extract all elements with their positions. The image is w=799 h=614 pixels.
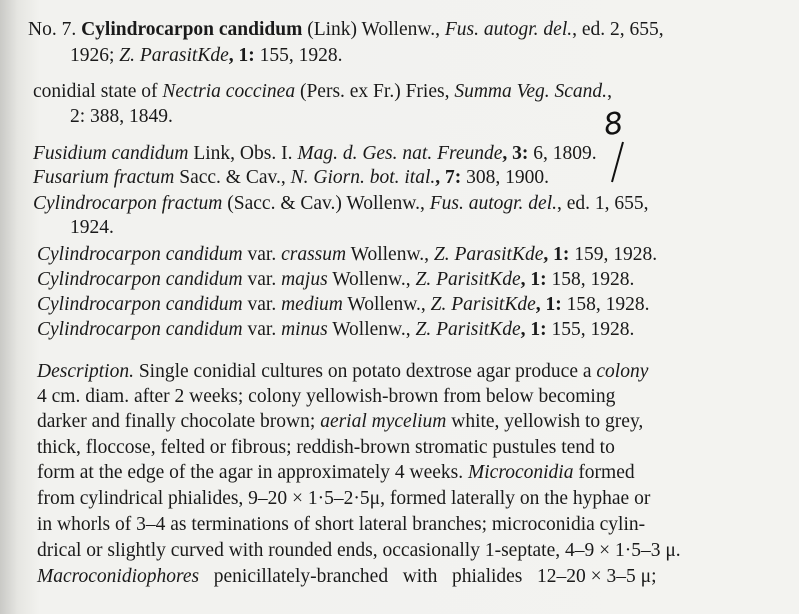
volume: , 1:: [520, 269, 547, 290]
conidial-species: Nectria coccinea: [162, 81, 296, 102]
var-label: var.: [242, 269, 282, 290]
journal: Z. ParasitKde: [119, 45, 229, 66]
synonym-name: Fusarium fractum: [33, 167, 175, 188]
synonym-author: Wollenw.,: [346, 244, 434, 265]
punct: ,: [607, 81, 612, 102]
synonym-name: Cylindrocarpon candidum: [37, 269, 243, 290]
description-line: [37, 385, 615, 409]
description-text: drical or slightly curved with rounded ends, occasionally 1-septate, 4–9 × 1·5–3 μ.: [37, 540, 681, 561]
conidial-author: (Pers. ex Fr.) Fries,: [295, 81, 455, 102]
journal: Summa Veg. Scand.: [454, 81, 608, 102]
synonym-row: [33, 166, 549, 190]
volume: , 1:: [520, 319, 547, 340]
conidial-line-2: [70, 105, 173, 129]
synonym-name: Cylindrocarpon fractum: [33, 193, 223, 214]
handwritten-note: 8: [601, 105, 626, 144]
synonym-name: Cylindrocarpon candidum: [37, 294, 243, 315]
species-name: Cylindrocarpon candidum: [81, 19, 303, 40]
synonym-row: [37, 318, 634, 342]
volume: , 1:: [543, 244, 570, 265]
journal: Mag. d. Ges. nat. Freunde: [297, 143, 503, 164]
variety-name: medium: [281, 294, 343, 315]
variety-name: crassum: [281, 244, 347, 265]
synonym-name: Fusidium candidum: [33, 143, 189, 164]
entry-line-2: [70, 44, 342, 68]
reference: 1924.: [70, 217, 114, 238]
description-text: darker and finally chocolate brown;: [37, 411, 321, 432]
term: colony: [596, 361, 649, 382]
var-label: var.: [242, 319, 282, 340]
variety-name: minus: [281, 319, 328, 340]
synonym-row: [37, 268, 634, 292]
volume: , 3:: [502, 143, 529, 164]
term: Microconidia: [468, 462, 574, 483]
description-text: Single conidial cultures on potato dextrose agar produce a: [133, 361, 597, 382]
var-label: var.: [242, 244, 282, 265]
journal: Z. ParisitKde: [415, 319, 521, 340]
synonym-author: Sacc. & Cav.,: [174, 167, 291, 188]
synonym-row: [37, 243, 657, 267]
description-line: [37, 360, 648, 384]
synonym-row-cont: [70, 216, 114, 240]
description-text: form at the edge of the agar in approximately 4 weeks.: [37, 462, 469, 483]
description-line: [37, 513, 645, 537]
reference: 158, 1928.: [561, 294, 650, 315]
strike-mark-icon: [608, 140, 626, 184]
reference: , ed. 1, 655,: [557, 193, 649, 214]
term: Macroconidiophores: [37, 566, 200, 587]
description-text: from cylindrical phialides, 9–20 × 1·5–2·5μ, formed laterally on the hyphae or: [37, 488, 651, 509]
journal: N. Giorn. bot. ital.: [290, 167, 436, 188]
reference: 155, 1928.: [546, 319, 635, 340]
journal: Z. ParisitKde: [415, 269, 521, 290]
var-label: var.: [242, 294, 282, 315]
synonym-row: [33, 192, 649, 216]
synonym-author: Wollenw.,: [327, 319, 416, 340]
description-text: in whorls of 3–4 as terminations of short lateral branches; microconidia cylin-: [37, 514, 646, 535]
description-line: [37, 410, 643, 434]
description-text: white, yellowish to grey,: [446, 411, 644, 432]
synonym-row: [33, 142, 597, 166]
synonym-author: Wollenw.,: [327, 269, 416, 290]
reference: 6, 1809.: [528, 143, 597, 164]
description-text: formed: [573, 462, 635, 483]
reference: 159, 1928.: [569, 244, 658, 265]
reference: 155, 1928.: [254, 45, 343, 66]
description-text: thick, floccose, felted or fibrous; reddish-brown stromatic pustules tend to: [37, 437, 615, 458]
entry-number: No. 7.: [28, 19, 77, 40]
ref-year: 1926;: [70, 45, 120, 66]
volume: , 1:: [228, 45, 255, 66]
description-line: [37, 539, 681, 563]
description-text: 4 cm. diam. after 2 weeks; colony yellowish-brown from below becoming: [37, 386, 616, 407]
synonym-author: (Sacc. & Cav.) Wollenw.,: [222, 193, 430, 214]
entry-line-1: [28, 18, 664, 42]
description-line: [37, 487, 650, 511]
journal: Fus. autogr. del.: [429, 193, 557, 214]
volume: , 7:: [435, 167, 462, 188]
reference: 2: 388, 1849.: [70, 106, 173, 127]
species-author: (Link) Wollenw.,: [302, 19, 445, 40]
volume: , 1:: [535, 294, 562, 315]
description-line: [37, 436, 615, 460]
journal: Fus. autogr. del.: [444, 19, 573, 40]
journal: Z. ParisitKde: [430, 294, 536, 315]
reference: 158, 1928.: [546, 269, 635, 290]
term: aerial mycelium: [320, 411, 447, 432]
variety-name: majus: [281, 269, 328, 290]
description-text: penicillately-branched with phialides 12–20 × 3–5 μ;: [199, 566, 657, 587]
synonym-author: Wollenw.,: [342, 294, 431, 315]
synonym-row: [37, 293, 650, 317]
reference: , ed. 2, 655,: [572, 19, 664, 40]
description-label: Description.: [37, 361, 134, 382]
description-line: [37, 461, 635, 485]
synonym-name: Cylindrocarpon candidum: [37, 319, 243, 340]
description-line: [37, 565, 657, 589]
synonym-name: Cylindrocarpon candidum: [37, 244, 243, 265]
journal: Z. ParasitKde: [433, 244, 544, 265]
reference: 308, 1900.: [461, 167, 550, 188]
synonym-author: Link, Obs. I.: [188, 143, 298, 164]
conidial-line-1: [33, 80, 612, 104]
conidial-prefix: conidial state of: [33, 81, 163, 102]
